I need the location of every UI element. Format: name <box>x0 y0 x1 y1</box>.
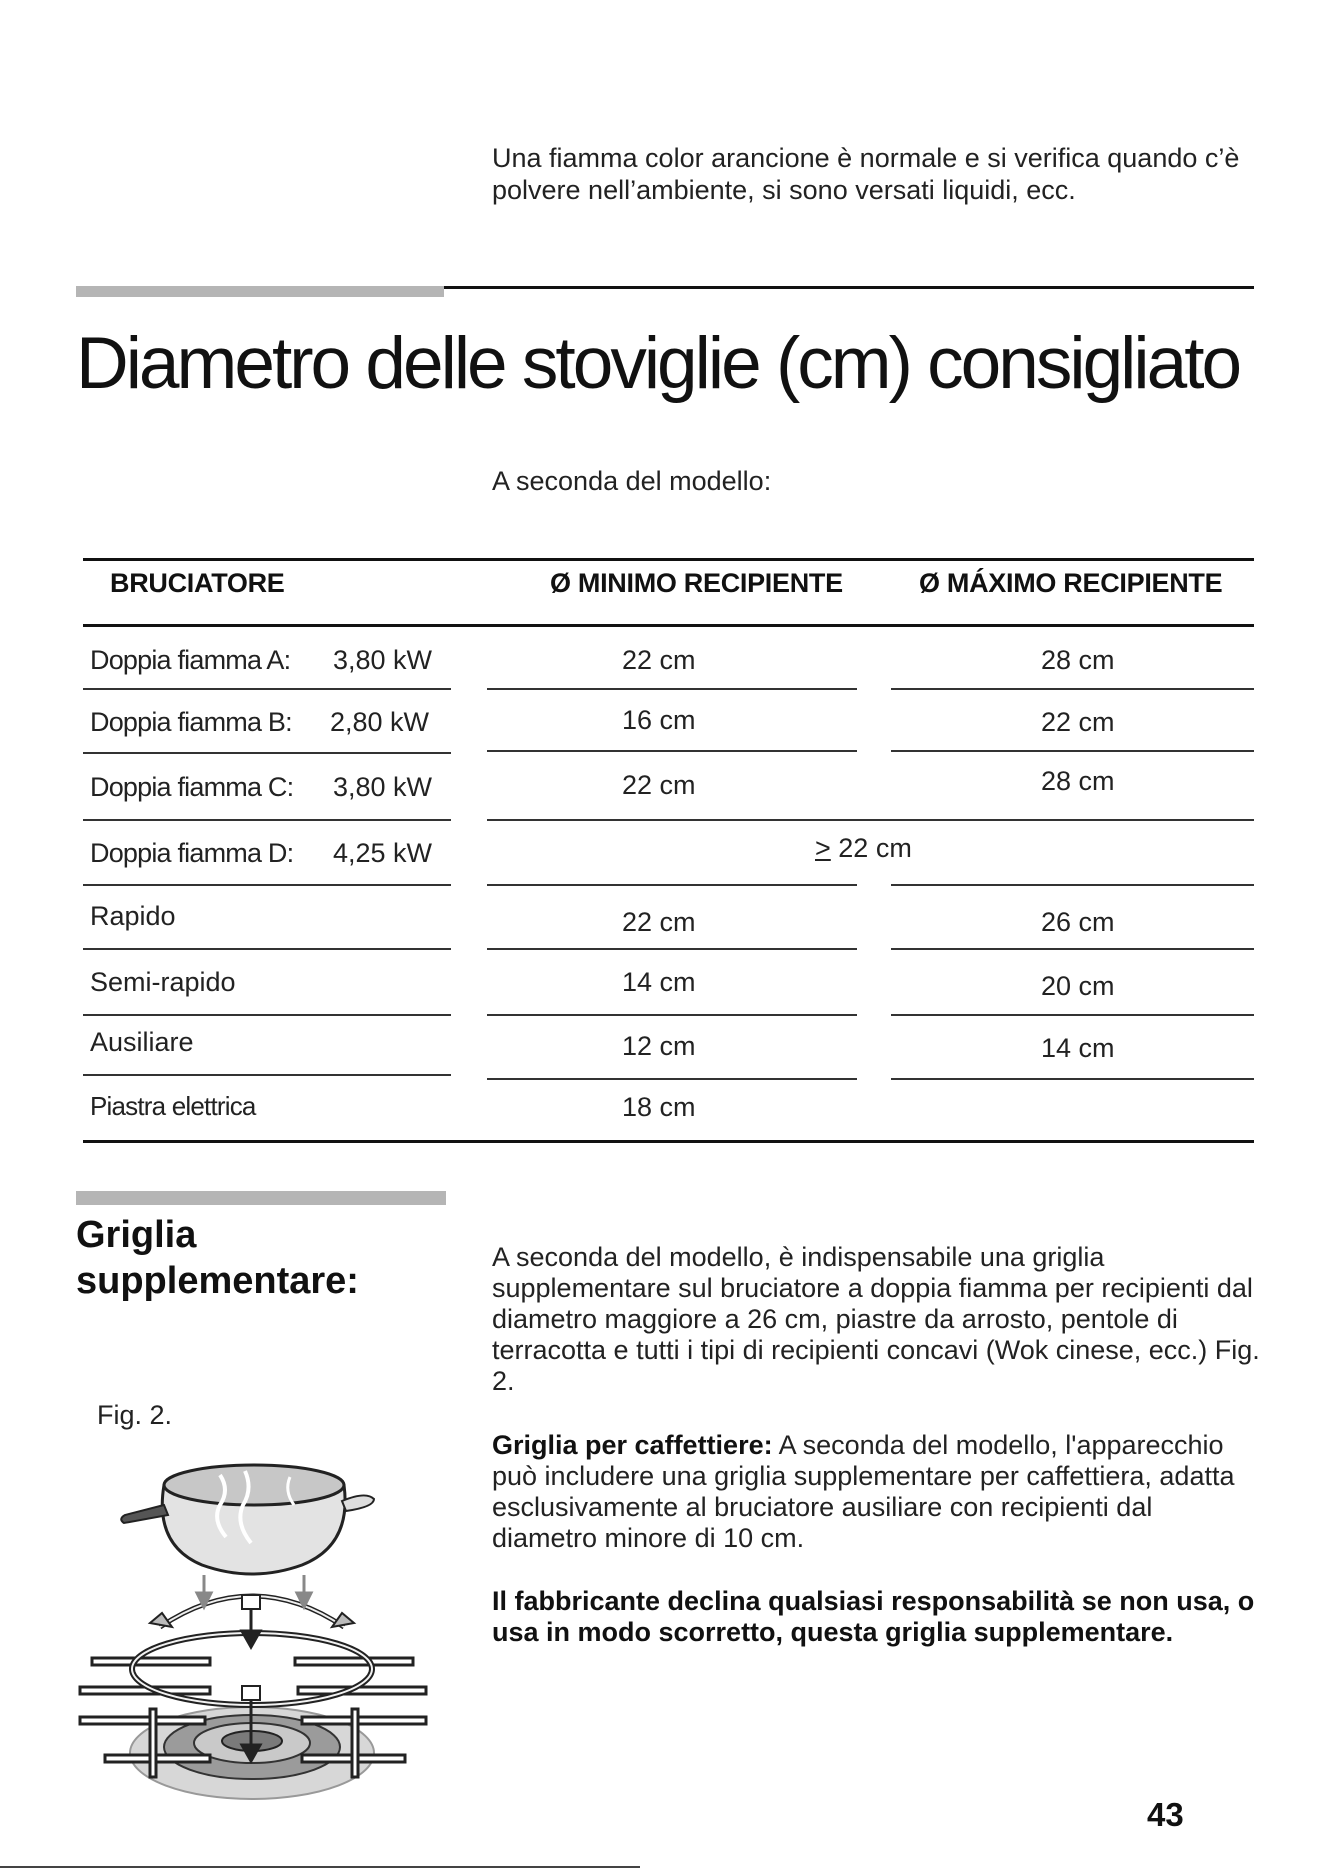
table-row-burner: Doppia fiamma C: <box>90 772 294 802</box>
row-divider <box>83 1074 451 1076</box>
table-row-power: 3,80 kW <box>333 772 433 802</box>
table-row-min: 16 cm <box>622 705 696 735</box>
paragraph-coffee-grid-body: A seconda del modello, l'apparecchio può includere una griglia supplementare per caffettiera, adatta esclusivamente al bruciatore ausiliare con recipienti dal diametro minore di 10 cm. <box>492 1430 1235 1553</box>
table-row-span-value <box>815 833 912 864</box>
paragraph-wok-grid: A seconda del modello, è indispensabile una griglia supplementare sul bruciatore a doppia fiamma per recipienti dal diametro maggiore a 26 cm, piastre da arrosto, pentole di terracotta e tutti i tipi di recipienti concavi (Wok cinese, ecc.) Fig. 2. <box>492 1242 1260 1396</box>
table-row-power: 4,25 kW <box>333 838 433 868</box>
table-row-max: 22 cm <box>1041 707 1115 737</box>
page-title: Diametro delle stoviglie (cm) consigliato <box>76 323 1240 404</box>
row-divider <box>83 1014 451 1016</box>
row-divider <box>487 1014 857 1016</box>
row-divider <box>83 948 451 950</box>
header-max-diameter: Ø MÁXIMO RECIPIENTE <box>919 568 1223 598</box>
section-accent-bar <box>76 286 444 297</box>
row-divider <box>83 752 451 754</box>
table-row-max: 26 cm <box>1041 907 1115 937</box>
figure-label: Fig. 2. <box>97 1400 173 1430</box>
table-top-rule <box>83 558 1254 561</box>
section-title-line1: Griglia <box>76 1214 197 1256</box>
row-divider <box>891 1078 1254 1080</box>
header-min-diameter: Ø MINIMO RECIPIENTE <box>550 568 843 598</box>
header-burner: BRUCIATORE <box>110 568 285 598</box>
row-divider <box>83 688 451 690</box>
page-bottom-rule <box>0 1866 640 1868</box>
table-row-burner: Piastra elettrica <box>90 1091 256 1121</box>
table-row-min: 22 cm <box>622 907 696 937</box>
table-row-burner: Doppia fiamma B: <box>90 707 292 737</box>
table-row-span-number: 22 cm <box>830 833 912 863</box>
table-row-burner: Rapido <box>90 901 176 931</box>
row-divider <box>83 884 451 886</box>
wok-grid-illustration <box>70 1455 440 1815</box>
table-row-power: 3,80 kW <box>333 645 433 675</box>
table-row-power: 2,80 kW <box>330 707 430 737</box>
row-divider <box>83 819 451 821</box>
paragraph-coffee-grid-heading: Griglia per caffettiere: <box>492 1430 773 1460</box>
section-accent-bar <box>76 1191 446 1205</box>
row-divider <box>487 750 857 752</box>
table-row-min: 22 cm <box>622 645 696 675</box>
table-bottom-rule <box>83 1140 1254 1143</box>
row-divider <box>487 688 857 690</box>
table-row-min: 22 cm <box>622 770 696 800</box>
row-divider <box>891 948 1254 950</box>
table-row-min: 18 cm <box>622 1092 696 1122</box>
row-divider <box>891 1014 1254 1016</box>
table-header-rule <box>83 624 1254 627</box>
row-divider <box>487 819 1254 821</box>
table-row-max: 28 cm <box>1041 645 1115 675</box>
table-row-min: 12 cm <box>622 1031 696 1061</box>
intro-paragraph: Una fiamma color arancione è normale e si verifica quando c’è polvere nell’ambiente, si sono versati liquidi, ecc. <box>492 143 1240 205</box>
greater-equal-symbol: > <box>815 833 831 863</box>
page-number: 43 <box>1147 1796 1184 1833</box>
table-row-burner: Doppia fiamma D: <box>90 838 294 868</box>
table-row-burner: Ausiliare <box>90 1027 194 1057</box>
row-divider <box>891 750 1254 752</box>
table-row-burner: Semi-rapido <box>90 967 236 997</box>
paragraph-coffee-grid <box>492 1430 1262 1554</box>
section-title <box>76 1212 359 1304</box>
table-intro: A seconda del modello: <box>492 466 772 496</box>
liability-warning: Il fabbricante declina qualsiasi responsabilità se non usa, o usa in modo scorretto, questa griglia supplementare. <box>492 1586 1255 1647</box>
table-row-max: 28 cm <box>1041 766 1115 796</box>
table-row-max: 20 cm <box>1041 971 1115 1001</box>
wok-support-drawing <box>70 1455 440 1815</box>
table-row-min: 14 cm <box>622 967 696 997</box>
table-row-burner: Doppia fiamma A: <box>90 645 291 675</box>
row-divider <box>487 884 857 886</box>
row-divider <box>891 688 1254 690</box>
section-divider <box>444 286 1254 289</box>
table-row-max: 14 cm <box>1041 1033 1115 1063</box>
row-divider <box>487 1078 857 1080</box>
row-divider <box>487 948 857 950</box>
section-title-line2: supplementare: <box>76 1260 359 1302</box>
row-divider <box>891 884 1254 886</box>
